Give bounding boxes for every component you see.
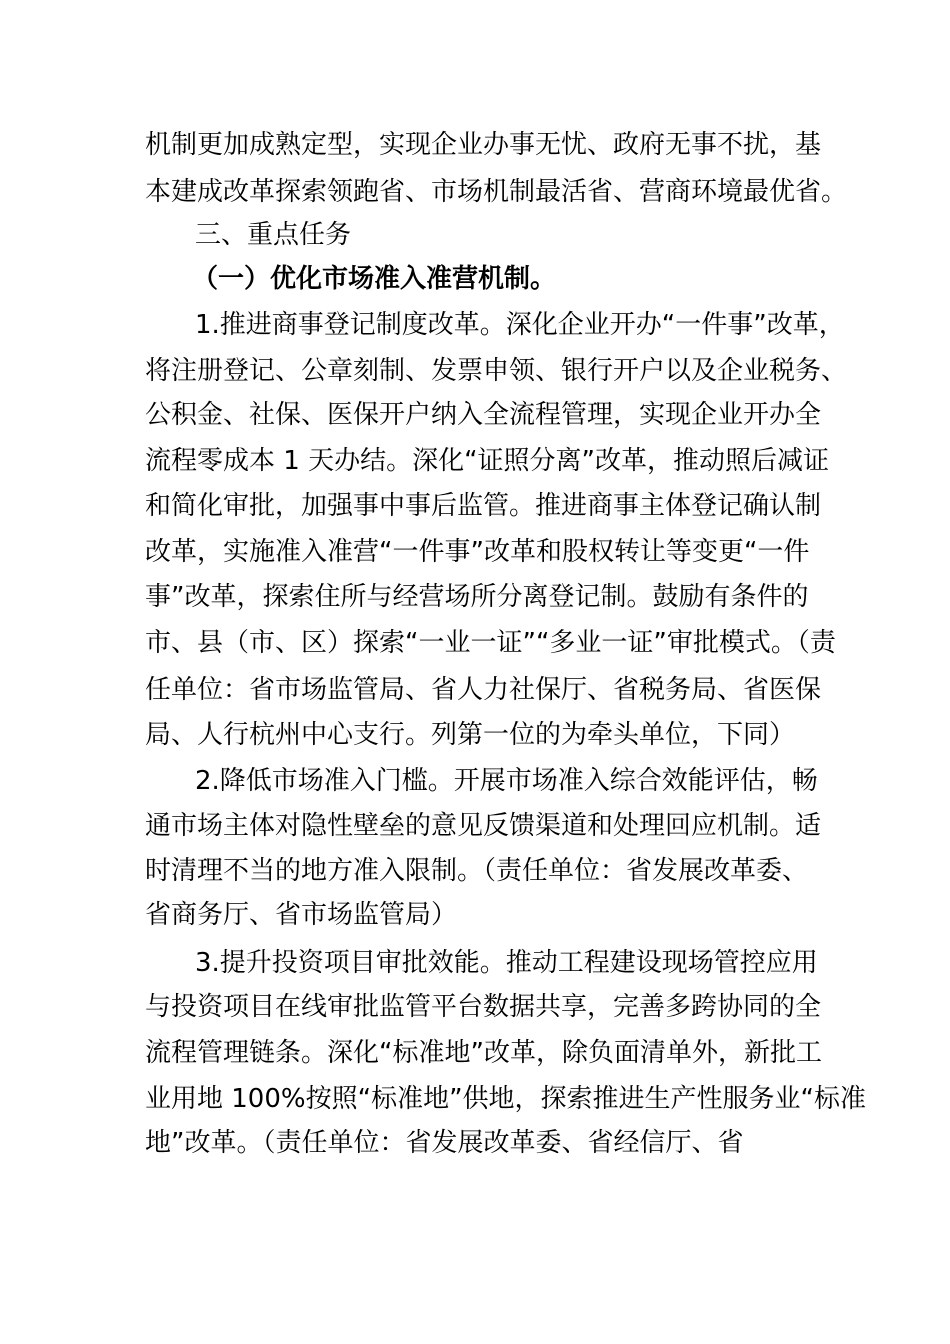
text-line: 流程管理链条。深化“标准地”改革，除负面清单外，新批工 [145,1038,822,1068]
text-line: 和简化审批，加强事中事后监管。推进商事主体登记确认制 [145,491,822,521]
text-line: 任单位：省市场监管局、省人力社保厅、省税务局、省医保 [145,675,822,705]
text-line: 3.提升投资项目审批效能。推动工程建设现场管控应用 [195,948,818,978]
text-line: 省商务厅、省市场监管局） [145,900,458,930]
text-line: 事”改革，探索住所与经营场所分离登记制。鼓励有条件的 [145,582,809,612]
text-line: 改革，实施准入准营“一件事”改革和股权转让等变更“一件 [145,537,810,567]
text-line: 业用地 100%按照“标准地”供地，探索推进生产性服务业“标准 [145,1084,867,1114]
text-line: 市、县（市、区）探索“一业一证”“多业一证”审批模式。（责 [145,628,836,658]
text-line: 2.降低市场准入门槛。开展市场准入综合效能评估，畅 [195,766,818,796]
text-line: 机制更加成熟定型，实现企业办事无忧、政府无事不扰，基 [145,130,822,160]
text-line: 地”改革。（责任单位：省发展改革委、省经信厅、省 [145,1128,744,1158]
text-line: 与投资项目在线审批监管平台数据共享，完善多跨协同的全 [145,992,822,1022]
section-heading: 三、重点任务 [195,220,352,250]
text-line: 时清理不当的地方准入限制。（责任单位：省发展改革委、 [145,856,809,886]
subsection-heading: （一）优化市场准入准营机制。 [192,264,557,294]
text-line: 流程零成本 1 天办结。深化“证照分离”改革，推动照后减证 [145,446,830,476]
text-line: 1.推进商事登记制度改革。深化企业开办“一件事”改革， [195,310,845,340]
text-line: 本建成改革探索领跑省、市场机制最活省、营商环境最优省。 [145,177,848,207]
text-line: 公积金、社保、医保开户纳入全流程管理，实现企业开办全 [145,400,822,430]
text-line: 通市场主体对隐性壁垒的意见反馈渠道和处理回应机制。适 [145,811,822,841]
text-line: 将注册登记、公章刻制、发票申领、银行开户以及企业税务、 [145,356,848,386]
text-line: 局、人行杭州中心支行。列第一位的为牵头单位，下同） [145,720,796,750]
